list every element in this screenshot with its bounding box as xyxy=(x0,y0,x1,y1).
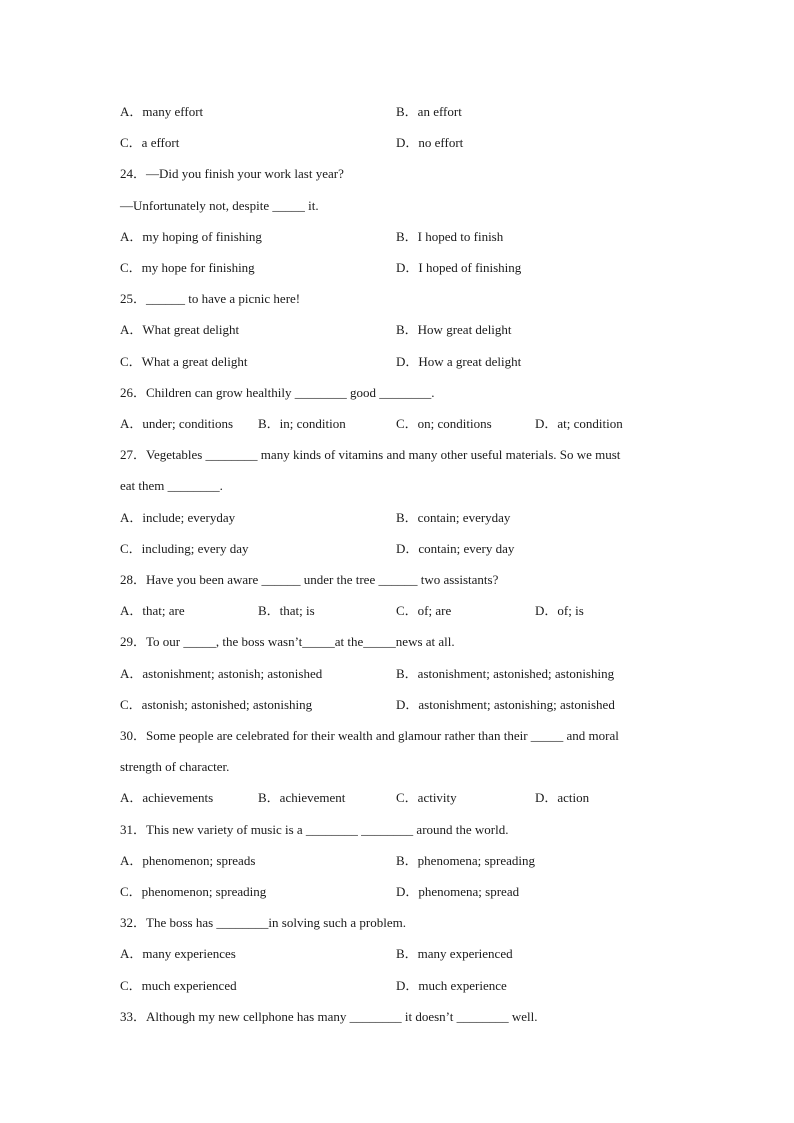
answer-option: C．phenomenon; spreading xyxy=(120,884,267,899)
answer-option: A．my hoping of finishing xyxy=(120,229,262,244)
question-text: eat them ________. xyxy=(120,478,223,493)
answer-option: C．activity xyxy=(396,790,457,805)
answer-option: B．many experienced xyxy=(396,946,513,961)
question-text: 31．This new variety of music is a ________ ________ around the world. xyxy=(120,822,509,837)
answer-option: A．achievements xyxy=(120,790,214,805)
answer-option: B．astonishment; astonished; astonishing xyxy=(396,666,615,681)
question-text: —Unfortunately not, despite _____ it. xyxy=(120,198,319,213)
question-text: strength of character. xyxy=(120,759,230,774)
question-text: 30．Some people are celebrated for their wealth and glamour rather than their _____ and moral xyxy=(120,728,619,743)
question-text: 28．Have you been aware ______ under the tree ______ two assistants? xyxy=(120,572,499,587)
answer-option: C．a effort xyxy=(120,135,180,150)
question-text: 32．The boss has ________in solving such a problem. xyxy=(120,915,406,930)
question-text: 25．______ to have a picnic here! xyxy=(120,291,301,306)
answer-option: B．How great delight xyxy=(396,322,512,337)
answer-option: D．How a great delight xyxy=(396,354,522,369)
answer-option: D．action xyxy=(535,790,590,805)
answer-option: C．What a great delight xyxy=(120,354,248,369)
answer-option: D．of; is xyxy=(535,603,584,618)
question-text: 27．Vegetables ________ many kinds of vitamins and many other useful materials. So we must xyxy=(120,447,621,462)
answer-option: A．phenomenon; spreads xyxy=(120,853,256,868)
answer-option: B．that; is xyxy=(258,603,315,618)
answer-option: A．many effort xyxy=(120,104,204,119)
answer-option: A．under; conditions xyxy=(120,416,234,431)
answer-option: A．many experiences xyxy=(120,946,236,961)
answer-option: B．achievement xyxy=(258,790,346,805)
question-text: 24．—Did you finish your work last year? xyxy=(120,166,344,181)
answer-option: C．of; are xyxy=(396,603,452,618)
answer-option: B．in; condition xyxy=(258,416,346,431)
answer-option: B．an effort xyxy=(396,104,462,119)
question-text: 33．Although my new cellphone has many ________ it doesn’t ________ well. xyxy=(120,1009,538,1024)
answer-option: A．What great delight xyxy=(120,322,240,337)
answer-option: A．astonishment; astonish; astonished xyxy=(120,666,323,681)
answer-option: A．that; are xyxy=(120,603,185,618)
answer-option: B．I hoped to finish xyxy=(396,229,504,244)
answer-option: C．my hope for finishing xyxy=(120,260,255,275)
answer-option: D．phenomena; spread xyxy=(396,884,520,899)
question-text: 26．Children can grow healthily ________ good ________. xyxy=(120,385,435,400)
answer-option: C．astonish; astonished; astonishing xyxy=(120,697,313,712)
answer-option: C．including; every day xyxy=(120,541,249,556)
answer-option: A．include; everyday xyxy=(120,510,236,525)
answer-option: D．at; condition xyxy=(535,416,623,431)
answer-option: C．much experienced xyxy=(120,978,237,993)
answer-option: B．contain; everyday xyxy=(396,510,511,525)
question-text: 29．To our _____, the boss wasn’t_____at the_____news at all. xyxy=(120,634,455,649)
answer-option: D．contain; every day xyxy=(396,541,515,556)
answer-option: D．astonishment; astonishing; astonished xyxy=(396,697,615,712)
answer-option: D．much experience xyxy=(396,978,507,993)
answer-option: D．I hoped of finishing xyxy=(396,260,522,275)
answer-option: B．phenomena; spreading xyxy=(396,853,535,868)
answer-option: C．on; conditions xyxy=(396,416,492,431)
answer-option: D．no effort xyxy=(396,135,464,150)
